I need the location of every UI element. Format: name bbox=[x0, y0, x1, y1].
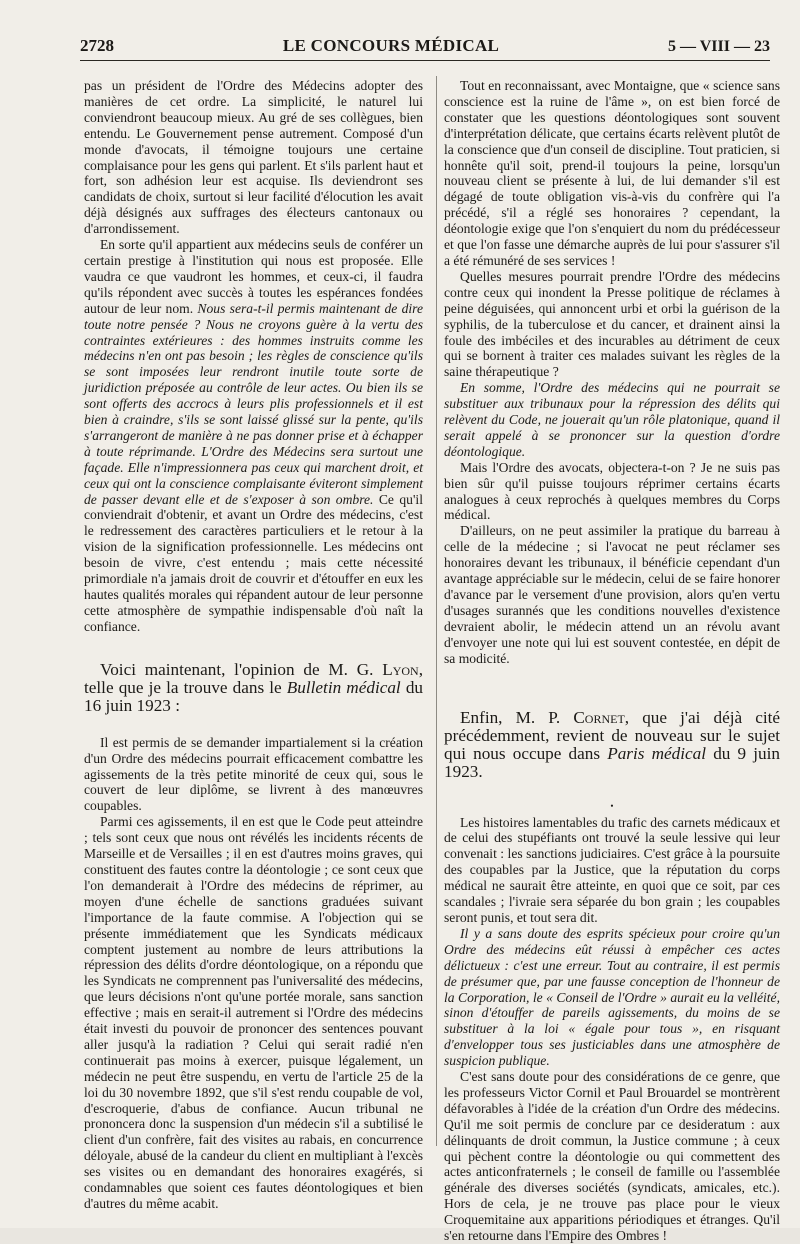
author-name: Lyon bbox=[382, 659, 419, 679]
author-name: Cornet bbox=[573, 707, 625, 727]
source-title: Paris médical bbox=[607, 743, 707, 763]
paragraph: En somme, l'Ordre des médecins qui ne pourrait se substituer aux tribunaux pour la répression des délits qui relèvent du Code, ne jouerait qu'un rôle platonique, quand il serait appelé à se prononcer sur la question d'ordre déontologique. bbox=[444, 380, 780, 459]
paragraph: Quelles mesures pourrait prendre l'Ordre des médecins contre ceux qui inondent la Presse politique de réclames à peine déguisées, qui annoncent urbi et orbi la guérison de la syphilis, de la tuberculose et du cancer, et drainent ainsi la foule des imbéciles et des incurables au détriment de ceux qui se bornent à traiter ces malades suivant les règles de la saine thérapeutique ? bbox=[444, 268, 780, 380]
paragraph-text: En sorte qu'il appartient aux médecins seuls de conférer un certain prestige à l'institution qui nous est proposée. Elle vaudra ce que vaudront les hommes, et ceux-ci, il faudra qu'ils répondent avec succès à toutes les espérances fondées autour de leur nom. bbox=[84, 237, 423, 316]
italic-passage: Nous sera-t-il permis maintenant de dire toute notre pensée ? Nous ne croyons guère à la vertu des contraintes extérieures : des hommes instruits comme les médecins n'en ont pas besoin ; les règles de conscience qu'ils se sont imposées leur rendront inutile toute sorte de juridiction préposée au contrôle de leur actes. Ou bien ils se sont offerts des accrocs à leurs plis professionnels et il est bien à craindre, s'ils se sont laissé glissé sur la pente, qu'ils s'arrangeront de manière à ne pas donner prise et à échapper à toute réprimande. L'Ordre des Médecins sera surtout une façade. Elle n'impressionnera pas ceux qui marchent droit, et ceux qui ont la conscience complaisante éviteront simplement de passer devant elle et de s'exposer à son ombre. bbox=[84, 300, 423, 507]
paragraph-text: Ce qu'il conviendrait d'obtenir, et avant un Ordre des médecins, c'est le redressement des caractères particuliers et le retour à la vision de la signification professionnelle. Les médecins ont besoin de vivre, c'est entendu ; mais cette nécessité primordiale n'a jamais droit de couvrir et d'étouffer en eux les hautes qualités morales qui répandent autour de leur personne cette atmosphère de sympathie indispensable d'où naît la confiance. bbox=[84, 491, 423, 634]
right-column bbox=[444, 78, 780, 1244]
quote-paragraph: Parmi ces agissements, il en est que le Code peut atteindre ; tels sont ceux que nous ont révélés les incidents récents de Marseille et de Versailles ; il en est d'autres moins graves, qui constituent des fautes contre la déontologie ; ce sont ceux que l'on demanderait à l'Ordre des médecins de réprimer, au moyen d'une échelle de sanctions graduées suivant l'importance de la faute commise. A l'objection qui se présente immédiatement que les Syndicats médicaux comptent justement au nombre de leurs attributions la répression des délits d'ordre déontologique, on a répondu que les Syndicats ne comprennent pas l'universalité des médecins, que leurs décisions n'ont qu'une portée morale, sans sanction effective ; mais en serait-il autrement si l'Ordre des médecins était investi du pouvoir de prononcer des sentences pouvant aller jusqu'à la radiation ? Celui qui serait radié n'en continuerait pas moins à exercer, puisque légalement, un médecin ne peut être suspendu, en vertu de l'article 25 de la loi du 30 novembre 1892, que s'il s'est rendu coupable de vol, d'escroquerie, d'abus de confiance. Aucun tribunal ne prononcera donc la suspension d'un médecin s'il a subtilisé le client d'un confrère, fait des visites au rabais, en concurrence déloyale, abusé de la candeur du client en multipliant à l'excès ses visites ou en demandant des honoraires exagérés, si condamnables que soient ces fautes déontologiques et bien d'autres du même acabit. bbox=[84, 814, 423, 1211]
column-divider bbox=[436, 76, 437, 1146]
spacer bbox=[444, 667, 780, 709]
source-title: Bulletin médical bbox=[286, 677, 401, 697]
paragraph: pas un président de l'Ordre des Médecins adopter des manières de cet ordre. La simplicité, le naturel lui conviendront beaucoup mieux. Au gré de ses collègues, bien entendu. Le Gouvernement pense autrement. Composé d'un monde d'avocats, il témoigne toujours une certaine complaisance pour les gens qui parlent. Et s'ils parlent haut et fort, son adhésion leur est acquise. Ils deviendront ses candidats de choix, surtout si leur facilité d'élocution les avait déjà désignés aux suffrages des électeurs cantonaux ou d'arrondissement. bbox=[84, 78, 423, 237]
left-column bbox=[84, 78, 423, 1212]
header-rule bbox=[80, 60, 770, 61]
page-header bbox=[80, 36, 770, 58]
paragraph bbox=[84, 237, 423, 635]
paragraph: D'ailleurs, on ne peut assimiler la pratique du barreau à celle de la médecine ; si l'avocat ne peut réclamer ses honoraires devant les tribunaux, il bénéficie cependant d'un avantage appréciable sur le médecin, celui de se faire honorer d'avance par le versement d'une provision, alors qu'en vertu d'usages surannés que les conditions nouvelles d'existence devraient abolir, le médecin attend un an révolu avant d'envoyer une note qui lui est souvent contestée, en dépit de sa modicité. bbox=[444, 523, 780, 666]
quote-paragraph: Il est permis de se demander impartialement si la création d'un Ordre des médecins pourrait efficacement combattre les agissements de la très petite minorité de ceux qui, sous le couvert de leur diplôme, se livrent à des manœuvres coupables. bbox=[84, 734, 423, 814]
page-number: 2728 bbox=[80, 36, 114, 55]
journal-title: LE CONCOURS MÉDICAL bbox=[282, 36, 500, 55]
quote-paragraph: Il y a sans doute des esprits spécieux pour croire qu'un Ordre des médecins eût réussi à empêcher ces actes délictueux : c'est une erreur. Tout au contraire, il est permis de présumer que, par une fausse conception de l'honneur de la Corporation, le « Conseil de l'Ordre » aurait eu la velléité, sinon d'étouffer de pareils agissements, du moins de se substituer à la loi « égale pour tous », en risquant d'envelopper tous ses justiciables dans une atmosphère de suspicion publique. bbox=[444, 925, 780, 1069]
separator-mark: • bbox=[610, 800, 614, 811]
section-intro-cornet: Enfin, M. P. Cornet, que j'ai déjà cité précédemment, revient de nouveau sur le sujet qui nous occupe dans Paris médical du 9 juin 1923. bbox=[444, 707, 781, 781]
paragraph: Mais l'Ordre des avocats, objectera-t-on ? Je ne suis pas bien sûr qu'il puisse toujours réprimer certains écarts analogues à ceux reprochés à quelques membres du Corps médical. bbox=[444, 459, 780, 523]
quote-paragraph: Les histoires lamentables du trafic des carnets médicaux et de celui des stupéfiants ont trouvé la seule lessive qui leur convenait : les sanctions judiciaires. C'est grâce à la poursuite des coupables par la Justice, que la réputation du corps médical ne saurait être atteinte, en quoi que ce soit, par ces scandales ; l'ivraie sera séparée du bon grain ; les coupables seront punis, et tout sera dit. bbox=[444, 814, 780, 925]
quote-paragraph: C'est sans doute pour des considérations de ce genre, que les professeurs Victor Cornil et Paul Brouardel se montrèrent défavorables à l'idée de la création d'un Ordre des médecins. Qu'il me soit permis de conclure par ce desideratum : aux délinquants de droit commun, la Justice commune ; à ceux qui pèchent contre la déontologie ou qui commettent des actes anticonfraternels ; le conseil de famille ou l'assemblée générale des diverses sociétés (syndicats, amicales, etc.). Hors de cela, je ne trouve pas place pour le vieux Croquemitaine aux apparitions périodiques et étranges. Qu'il s'en retourne dans l'Empire des Ombres ! bbox=[444, 1069, 780, 1244]
paragraph: Tout en reconnaissant, avec Montaigne, que « science sans conscience est la ruine de l'âme », on est bien forcé de constater que les questions déontologiques sont souvent d'interprétation délicate, que certains écarts relèvent plutôt de la conscience que d'un conseil de discipline. Tout praticien, si honnête qu'il soit, prend-il toujours la peine, lorsqu'un nouveau client se présente à lui, de lui demander s'il est dégagé de toute obligation vis-à-vis du confrère qui l'a précédé, s'il a réglé ses honoraires ? cependant, la déontologie exige que l'on s'enquiert du nom du prédécesseur et que l'on fasse une démarche auprès de lui pour s'assurer s'il a été rémunéré de ses services ! bbox=[444, 78, 780, 268]
section-intro-lyon: Voici maintenant, l'opinion de M. G. Lyon, telle que je la trouve dans le Bulletin médical du 16 juin 1923 : bbox=[84, 659, 424, 715]
issue-date: 5 — VIII — 23 bbox=[668, 38, 770, 55]
